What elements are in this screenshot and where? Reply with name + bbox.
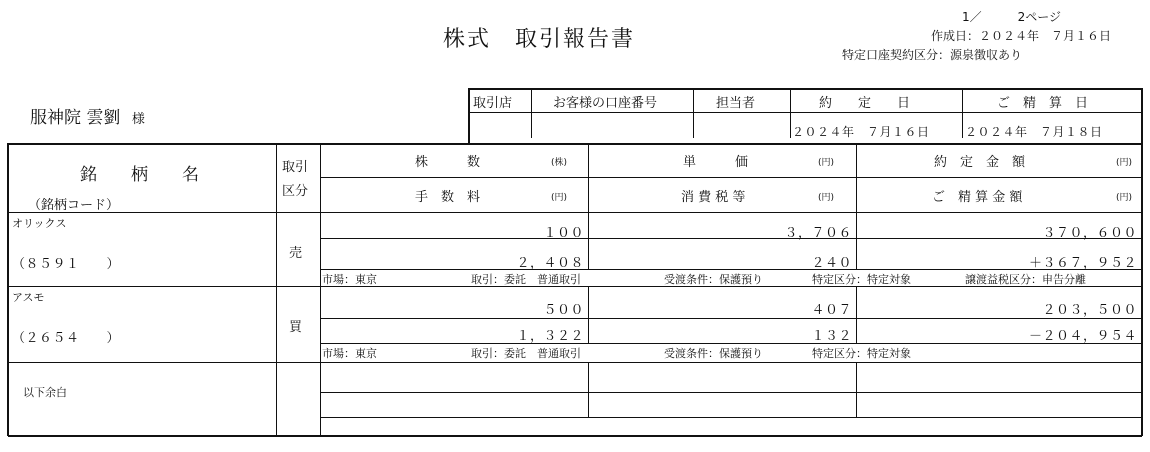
customer-name-text: 服神院 雲劉 (30, 108, 121, 128)
column-code: （銘柄コード） (28, 198, 120, 213)
special-info: 特定区分：特定対象 (812, 347, 911, 360)
special-info: 特定区分：特定対象 (812, 273, 911, 286)
stock-code: （２６５４ ） (12, 331, 121, 346)
column-kind-top: 取引 (282, 160, 309, 175)
honorific: 様 (131, 112, 145, 127)
account-number-label: お客様の口座番号 (553, 96, 658, 111)
document-title: 株式 取引報告書 (442, 27, 635, 52)
amount-value: ３７０，６００ (1042, 226, 1137, 241)
settle-date: ２０２４年 ７月１８日 (965, 125, 1103, 139)
column-tax-unit: (円) (818, 193, 835, 203)
column-settle: ご 精 算 金 額 (932, 190, 1023, 205)
trade-kind: 売 (289, 246, 303, 261)
settle-value: ＋３６７，９５２ (1028, 256, 1137, 271)
page-info: 1／ 2ページ (962, 10, 1062, 24)
stock-name: オリックス (12, 217, 67, 230)
column-fee: 手 数 料 (415, 190, 481, 205)
column-shares: 株 数 (415, 155, 481, 170)
tax-value: ２４０ (811, 256, 852, 271)
price-value: ３，７０６ (784, 226, 852, 241)
shares-value: １００ (543, 226, 584, 241)
staff-label: 担当者 (716, 96, 756, 111)
tax-value: １３２ (811, 329, 852, 344)
branch-label: 取引店 (473, 96, 513, 111)
column-kind-bottom: 区分 (282, 184, 309, 199)
stock-code: （８５９１ ） (12, 257, 121, 272)
column-amount-unit: (円) (1116, 158, 1133, 168)
trade-date: ２０２４年 ７月１６日 (792, 125, 930, 139)
column-amount: 約 定 金 額 (934, 155, 1026, 170)
remaining-blank-note: 以下余白 (23, 386, 67, 399)
account-type: 特定口座契約区分：源泉徴収あり (842, 48, 1023, 62)
column-settle-unit: (円) (1116, 193, 1133, 203)
price-value: ４０７ (811, 303, 852, 318)
settle-value: －２０４，９５４ (1028, 329, 1137, 344)
column-fee-unit: (円) (551, 193, 568, 203)
trade-type-info: 取引：委託 普通取引 (471, 273, 581, 286)
column-shares-unit: (株) (551, 158, 568, 168)
column-price: 単 価 (683, 155, 749, 170)
created-date: 作成日：２０２４年 ７月１６日 (931, 29, 1112, 43)
column-tax: 消 費 税 等 (681, 190, 746, 205)
market-info: 市場：東京 (322, 273, 377, 286)
delivery-info: 受渡条件：保護預り (664, 347, 763, 360)
stock-name: アスモ (12, 291, 45, 304)
customer-name (30, 103, 145, 128)
fee-value: １，３２２ (516, 329, 584, 344)
settle-date-label: ご 精 算 日 (997, 96, 1089, 111)
column-price-unit: (円) (818, 158, 835, 168)
amount-value: ２０３，５００ (1042, 303, 1137, 318)
shares-value: ５００ (543, 303, 584, 318)
tax-class-info: 譲渡益税区分：申告分離 (965, 273, 1086, 286)
trade-date-label: 約 定 日 (819, 96, 911, 111)
trade-kind: 買 (289, 320, 303, 335)
market-info: 市場：東京 (322, 347, 377, 360)
trade-type-info: 取引：委託 普通取引 (471, 347, 581, 360)
delivery-info: 受渡条件：保護預り (664, 273, 763, 286)
fee-value: ２，４０８ (516, 256, 584, 271)
column-name: 銘 柄 名 (80, 165, 199, 185)
